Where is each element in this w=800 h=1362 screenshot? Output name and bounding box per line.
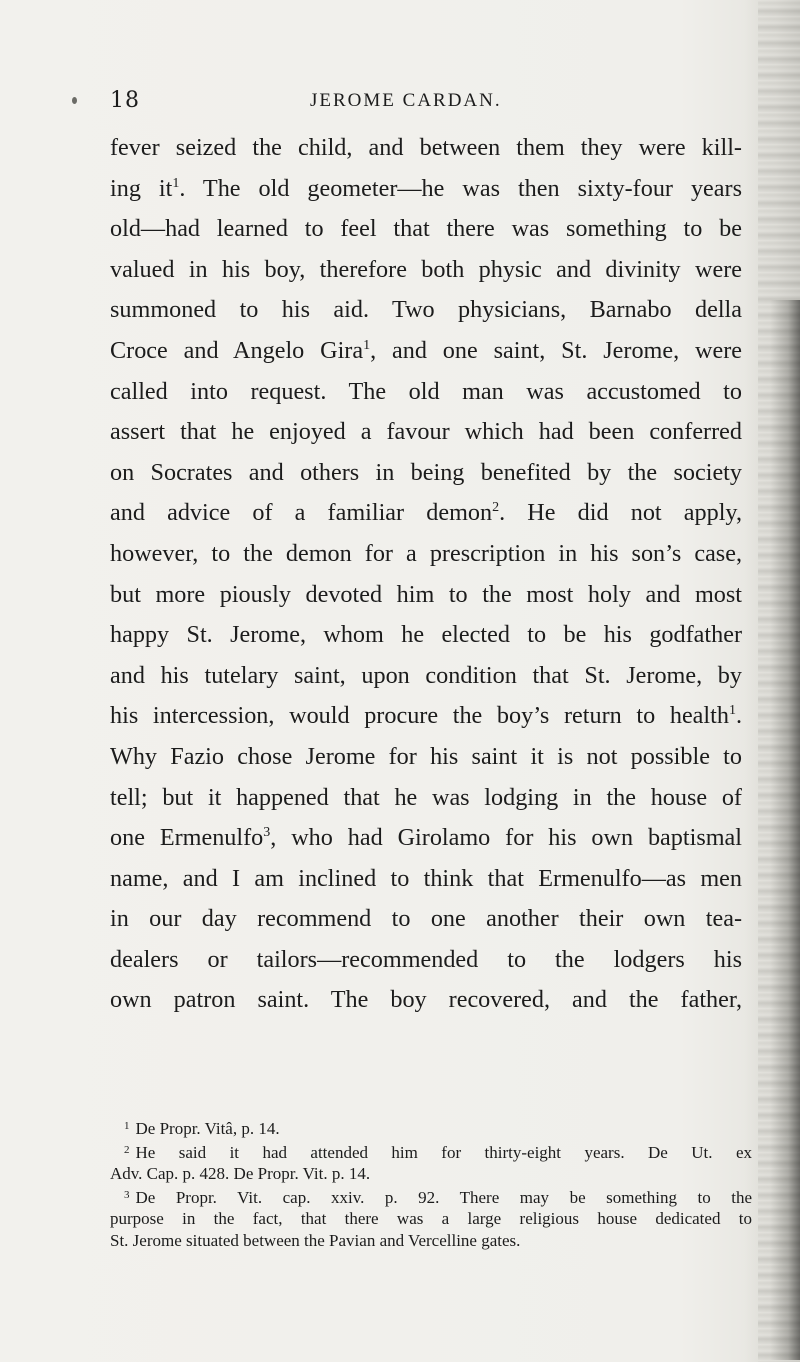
- text-line: [110, 453, 742, 494]
- line-text-continued: . The old geometer—he was then sixty-four years: [179, 174, 742, 202]
- text-line: [110, 818, 742, 859]
- line-text-continued: . He did not apply,: [499, 499, 742, 527]
- line-text: in our day recommend to one another their own tea-: [110, 905, 742, 933]
- footnote-line: [110, 1230, 752, 1252]
- footnote-ref: 3: [263, 825, 271, 841]
- footnote-line: [110, 1140, 752, 1164]
- line-text: Croce and Angelo Gira: [110, 336, 364, 364]
- footnote-marker: 1: [124, 1120, 130, 1132]
- text-line: [110, 250, 742, 291]
- line-text: happy St. Jerome, whom he elected to be his godfather: [110, 621, 742, 649]
- line-text: assert that he enjoyed a favour which had been conferred: [110, 418, 742, 446]
- body-text: [110, 128, 742, 1021]
- footnote-text: Adv. Cap. p. 428. De Propr. Vit. p. 14.: [110, 1164, 371, 1183]
- footnote-line: [110, 1185, 752, 1209]
- text-line: [110, 331, 742, 372]
- footnote-ref: 1: [363, 337, 371, 353]
- running-title: JEROME CARDAN.: [310, 90, 502, 111]
- line-text: however, to the demon for a prescription in his son’s case,: [110, 539, 742, 567]
- line-text: called into request. The old man was accustomed to: [110, 377, 742, 405]
- running-head: [110, 88, 710, 118]
- line-text-continued: .: [735, 702, 742, 730]
- text-line: [110, 493, 742, 534]
- text-line: [110, 575, 742, 616]
- text-line: [110, 737, 742, 778]
- footnote-text: De Propr. Vitâ, p. 14.: [135, 1119, 280, 1138]
- footnote-line: [110, 1116, 752, 1140]
- line-text: and his tutelary saint, upon condition that St. Jerome, by: [110, 661, 742, 689]
- text-line: [110, 169, 742, 210]
- footnote-text: He said it had attended him for thirty-eight years. De Ut. ex: [135, 1142, 752, 1162]
- line-text: ing it: [110, 174, 173, 202]
- line-text-continued: , and one saint, St. Jerome, were: [370, 336, 742, 364]
- footnote-ref: 1: [728, 703, 736, 719]
- ink-spot: [72, 97, 77, 104]
- footnote-marker: 3: [124, 1188, 130, 1201]
- line-text: one Ermenulfo: [110, 824, 264, 852]
- line-text: old—had learned to feel that there was something to be: [110, 215, 742, 243]
- line-text: fever seized the child, and between them they were kill-: [110, 134, 742, 161]
- line-text: summoned to his aid. Two physicians, Barnabo della: [110, 296, 742, 324]
- footnote-text: purpose in the fact, that there was a large religious house dedicated to: [110, 1209, 752, 1228]
- footnote-text: St. Jerome situated between the Pavian and Vercelline gates.: [110, 1230, 521, 1250]
- binding-shadow: [770, 300, 800, 1360]
- text-line: [110, 372, 742, 413]
- footnote-text: De Propr. Vit. cap. xxiv. p. 92. There may be something to the: [135, 1187, 752, 1207]
- text-line: [110, 899, 742, 940]
- line-text: tell; but it happened that he was lodging in the house of: [110, 783, 742, 811]
- text-line: [110, 412, 742, 453]
- line-text: on Socrates and others in being benefited by the society: [110, 458, 742, 486]
- footnote-line: [110, 1163, 752, 1185]
- line-text: and advice of a familiar demon: [110, 499, 493, 527]
- footnotes: [110, 1116, 752, 1251]
- line-text: but more piously devoted him to the most holy and most: [110, 580, 742, 608]
- line-text-continued: , who had Girolamo for his own baptismal: [270, 824, 742, 852]
- footnote-line: [110, 1208, 752, 1230]
- footnote-ref: 1: [172, 175, 180, 191]
- text-line: [110, 534, 742, 575]
- text-line: [110, 696, 742, 737]
- line-text: name, and I am inclined to think that Ermenulfo—as men: [110, 864, 742, 892]
- line-text: Why Fazio chose Jerome for his saint it is not possible to: [110, 742, 742, 770]
- text-line: [110, 615, 742, 656]
- footnote-marker: 2: [124, 1143, 130, 1156]
- footnote-ref: 2: [492, 500, 500, 516]
- text-line: [110, 778, 742, 819]
- line-text: own patron saint. The boy recovered, and the father,: [110, 986, 742, 1014]
- text-line: [110, 859, 742, 900]
- line-text: his intercession, would procure the boy’s return to health: [110, 702, 729, 730]
- text-line: [110, 940, 742, 981]
- text-line: [110, 656, 742, 697]
- text-line: [110, 128, 742, 169]
- text-line: [110, 980, 742, 1021]
- text-line: [110, 209, 742, 250]
- text-line: [110, 290, 742, 331]
- line-text: dealers or tailors—recommended to the lodgers his: [110, 945, 742, 973]
- line-text: valued in his boy, therefore both physic and divinity were: [110, 255, 742, 283]
- page-number: 18: [110, 88, 140, 113]
